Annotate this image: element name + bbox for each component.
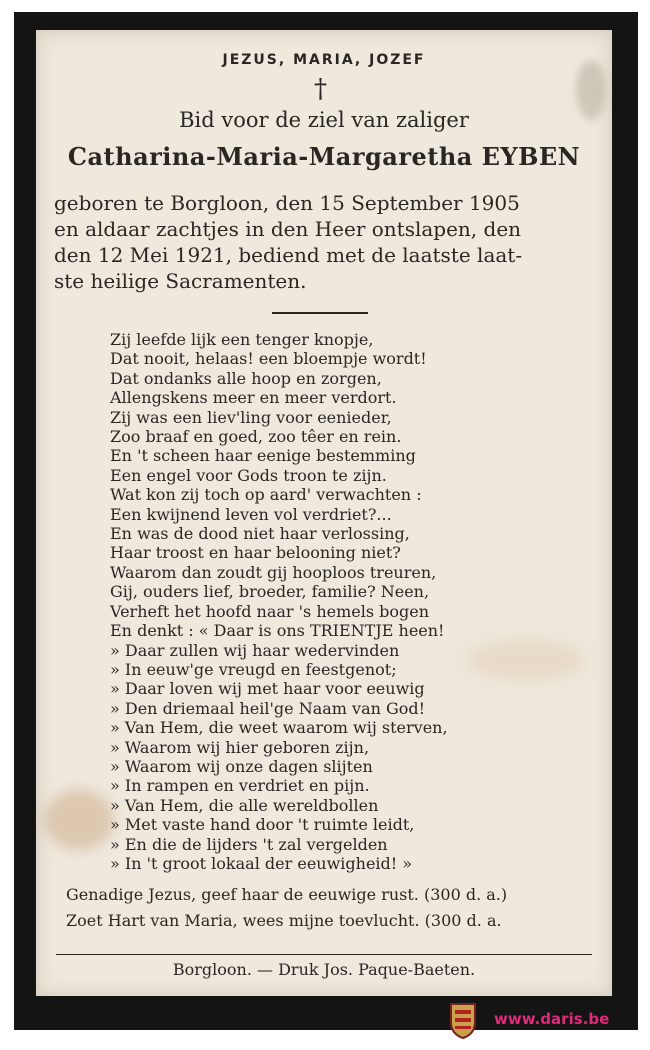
divider: [272, 312, 368, 314]
poem-line: Gij, ouders lief, broeder, familie? Neen,: [110, 582, 430, 602]
prayer-line: Zoet Hart van Maria, wees mijne toevlucht. (300 d. a.: [66, 911, 502, 930]
divider: [56, 954, 592, 955]
poem-line: Waarom dan zoudt gij hooploos treuren,: [110, 562, 437, 582]
deceased-name: Catharina-Maria-Margaretha EYBEN: [67, 142, 581, 171]
poem-line: Een engel voor Gods troon te zijn.: [110, 465, 387, 485]
memorial-card: [36, 30, 612, 996]
poem-line: Verheft het hoofd naar 's hemels bogen: [110, 601, 430, 621]
poem-line: » Daar loven wij met haar voor eeuwig: [110, 679, 425, 699]
poem-line: » Van Hem, die weet waarom wij sterven,: [110, 718, 448, 738]
intro-line: ste heilige Sacramenten.: [54, 269, 307, 293]
poem-line: Haar troost en haar belooning niet?: [110, 543, 401, 563]
poem-line: Zoo braaf en goed, zoo têer en rein.: [110, 427, 402, 447]
printer-credit: Borgloon. — Druk Jos. Paque-Baeten.: [172, 960, 476, 979]
intro-line: den 12 Mei 1921, bediend met de laatste laat-: [54, 243, 523, 267]
poem-line: Allengskens meer en meer verdort.: [110, 388, 397, 408]
poem-line: » Den driemaal heil'ge Naam van God!: [110, 698, 426, 718]
poem-line: Wat kon zij toch op aard' verwachten :: [110, 485, 422, 505]
poem-line: » In eeuw'ge vreugd en feestgenot;: [110, 659, 397, 679]
intro-text: [54, 190, 614, 294]
watermark-link[interactable]: www.daris.be: [494, 1010, 610, 1028]
paper-stain: [44, 790, 114, 850]
poem-line: Dat nooit, helaas! een bloempje wordt!: [110, 349, 427, 369]
poem-line: En 't scheen haar eenige bestemming: [110, 446, 416, 466]
poem-line: » Waarom wij hier geboren zijn,: [110, 737, 370, 757]
poem-line: » Van Hem, die alle wereldbollen: [110, 795, 379, 815]
poem-line: » Daar zullen wij haar wedervinden: [110, 640, 400, 660]
poem-line: Zij leefde lijk een tenger knopje,: [110, 330, 374, 349]
poem-line: » In rampen en verdriet en pijn.: [110, 776, 370, 796]
poem-line: » In 't groot lokaal der eeuwigheid! »: [110, 853, 413, 873]
poem-line: En was de dood niet haar verlossing,: [110, 524, 410, 544]
poem-line: Zij was een liev'ling voor eenieder,: [110, 407, 392, 427]
bid-line: Bid voor de ziel van zaliger: [179, 108, 469, 132]
shield-logo-icon: [449, 1000, 477, 1040]
poem-line: » En die de lijders 't zal vergelden: [110, 834, 388, 854]
poem-line: En denkt : « Daar is ons TRIENTJE heen!: [110, 621, 445, 641]
poem: [110, 330, 590, 873]
intro-line: en aldaar zachtjes in den Heer ontslapen, den: [54, 217, 522, 241]
cross-icon: †: [314, 74, 327, 104]
poem-line: Een kwijnend leven vol verdriet?...: [110, 504, 392, 524]
card-header: JEZUS, MARIA, JOZEF: [222, 52, 426, 68]
poem-line: » Waarom wij onze dagen slijten: [110, 756, 373, 776]
prayer-line: Genadige Jezus, geef haar de eeuwige rust. (300 d. a.): [66, 885, 508, 904]
intro-line: geboren te Borgloon, den 15 September 1905: [54, 191, 520, 215]
indulgence-prayers: [66, 882, 612, 934]
poem-line: Dat ondanks alle hoop en zorgen,: [110, 368, 382, 388]
poem-line: » Met vaste hand door 't ruimte leidt,: [110, 815, 415, 835]
